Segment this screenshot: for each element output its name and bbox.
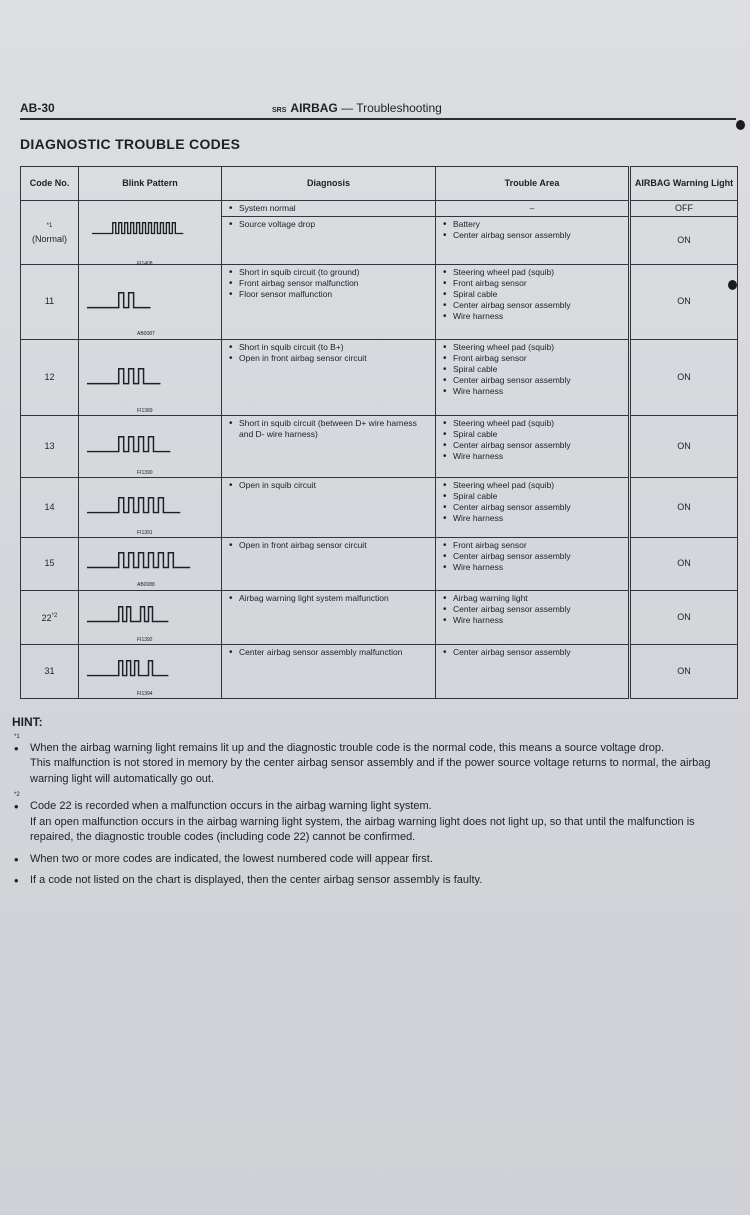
blink-waveform	[87, 498, 180, 513]
trouble-area-item: • Front airbag sensor	[440, 353, 624, 364]
trouble-area-item: • Spiral cable	[440, 289, 624, 300]
diagnosis-item: • Front airbag sensor malfunction	[226, 278, 431, 289]
hint-item: • If a code not listed on the chart is displayed, then the center airbag sensor assembly is faulty.	[12, 873, 734, 889]
code-cell	[21, 538, 79, 590]
code-value: 14	[44, 502, 55, 513]
footnote-mark: *1	[14, 733, 20, 740]
hint-item: • Code 22 is recorded when a malfunction occurs in the airbag warning light system.	[12, 799, 734, 815]
diagnosis-item: • Airbag warning light system malfunction	[226, 593, 431, 604]
code-value: (Normal)	[32, 233, 67, 244]
trouble-area-item: • Center airbag sensor assembly	[440, 300, 624, 311]
trouble-area-item: • Wire harness	[440, 513, 624, 524]
diagnosis-item: • Short in squib circuit (to ground)	[226, 267, 431, 278]
footnote-mark: *2	[51, 612, 58, 619]
code-cell	[21, 265, 79, 339]
code-value: 12	[44, 371, 55, 382]
srs-label: SRS	[272, 107, 287, 114]
code-value: 15	[44, 558, 55, 569]
diagnosis-item: • System normal	[226, 203, 431, 214]
warning-light-cell: ON	[630, 590, 738, 644]
binder-hole-mark	[736, 120, 745, 130]
trouble-area-cell	[436, 644, 630, 698]
diagnosis-item: • Open in squib circuit	[226, 480, 431, 491]
trouble-area-item: • Center airbag sensor assembly	[440, 230, 624, 241]
trouble-area-item: • Center airbag sensor assembly	[440, 440, 624, 451]
diagnosis-cell	[222, 415, 436, 477]
table-row	[21, 201, 738, 217]
header-main-title: AIRBAG	[290, 101, 338, 115]
code-cell	[21, 478, 79, 538]
trouble-area-item: • Spiral cable	[440, 491, 624, 502]
blink-pattern-graphic	[79, 265, 221, 338]
trouble-area-item: • Spiral cable	[440, 364, 624, 375]
document-title: DIAGNOSTIC TROUBLE CODES	[20, 136, 241, 152]
warning-light-cell: ON	[630, 538, 738, 590]
header-rule	[20, 118, 736, 120]
hint-item: • When two or more codes are indicated, the lowest numbered code will appear first.	[12, 852, 734, 868]
blink-waveform	[87, 661, 168, 676]
trouble-area-item: • Steering wheel pad (squib)	[440, 480, 624, 491]
figure-id: AB0087	[137, 331, 155, 338]
blink-waveform	[87, 606, 168, 621]
code-cell	[21, 590, 79, 644]
table-row	[21, 478, 738, 538]
blink-waveform	[87, 437, 170, 452]
diagnosis-item: • Floor sensor malfunction	[226, 289, 431, 300]
trouble-code-table	[20, 166, 738, 699]
blink-waveform	[87, 368, 160, 383]
table-row	[21, 265, 738, 339]
header-blink-pattern: Blink Pattern	[79, 167, 222, 201]
blink-pattern-cell	[79, 415, 222, 477]
code-cell	[21, 644, 79, 698]
header-title	[272, 101, 442, 115]
trouble-area-item: • Center airbag sensor assembly	[440, 375, 624, 386]
code-value: 22	[41, 612, 52, 623]
trouble-area-item: • Airbag warning light	[440, 593, 624, 604]
header-trouble-area: Trouble Area	[436, 167, 630, 201]
trouble-area-cell	[436, 265, 630, 339]
blink-waveform	[87, 293, 151, 308]
diagnosis-cell	[222, 201, 436, 217]
trouble-area-cell	[436, 590, 630, 644]
figure-id: FI1391	[137, 530, 153, 537]
header-diagnosis: Diagnosis	[222, 167, 436, 201]
header-warning-light: AIRBAG Warning Light	[630, 167, 738, 201]
diagnosis-item: • Source voltage drop	[226, 219, 431, 230]
diagnosis-item: • Short in squib circuit (between D+ wire harness and D- wire harness)	[226, 418, 431, 440]
header-code-no: Code No.	[21, 167, 79, 201]
figure-id: FI1394	[137, 690, 153, 697]
diagnosis-item: • Short in squib circuit (to B+)	[226, 342, 431, 353]
blink-pattern-cell	[79, 538, 222, 590]
figure-id: FI1389	[137, 407, 153, 414]
footnote-mark: *1	[46, 222, 53, 229]
trouble-area-cell	[436, 415, 630, 477]
diagnosis-cell	[222, 217, 436, 265]
trouble-area-item: • Spiral cable	[440, 429, 624, 440]
trouble-area-item: • Wire harness	[440, 311, 624, 322]
trouble-area-cell	[436, 478, 630, 538]
trouble-area-item: • Center airbag sensor assembly	[440, 604, 624, 615]
diagnosis-cell	[222, 339, 436, 415]
trouble-area-item: • Center airbag sensor assembly	[440, 502, 624, 513]
hint-title: HINT:	[12, 715, 43, 729]
code-cell	[21, 339, 79, 415]
warning-light-cell: ON	[630, 339, 738, 415]
hint-continuation: If an open malfunction occurs in the airbag warning light system, the airbag warning light does not light up, so that until the malfunction is repaired, the diagnostic trouble codes (including code 22) cannot be confirmed.	[30, 815, 695, 843]
blink-pattern-cell	[79, 478, 222, 538]
warning-light-cell: ON	[630, 644, 738, 698]
blink-pattern-cell	[79, 265, 222, 339]
blink-waveform	[87, 553, 190, 568]
code-value: 11	[44, 296, 55, 307]
trouble-area-item: • Wire harness	[440, 386, 624, 397]
diagnosis-cell	[222, 265, 436, 339]
figure-id: AB0088	[137, 582, 155, 589]
trouble-area-item: • Steering wheel pad (squib)	[440, 267, 624, 278]
trouble-area-cell: –	[436, 201, 630, 217]
diagnosis-item: • Open in front airbag sensor circuit	[226, 353, 431, 364]
figure-id: FI1392	[137, 636, 153, 643]
warning-light-cell: OFF	[630, 201, 738, 217]
trouble-area-item: • Front airbag sensor	[440, 540, 624, 551]
warning-light-cell: ON	[630, 265, 738, 339]
trouble-area-item: • Center airbag sensor assembly	[440, 551, 624, 562]
diagnosis-item: • Center airbag sensor assembly malfunction	[226, 647, 431, 658]
trouble-area-item: • Steering wheel pad (squib)	[440, 418, 624, 429]
trouble-area-cell	[436, 538, 630, 590]
table-row	[21, 644, 738, 698]
footnote-mark: *2	[14, 792, 20, 798]
trouble-area-item: • Wire harness	[440, 451, 624, 462]
diagnosis-cell	[222, 644, 436, 698]
trouble-area-cell	[436, 217, 630, 265]
code-cell	[21, 415, 79, 477]
trouble-area-item: • Center airbag sensor assembly	[440, 647, 624, 658]
code-value: 31	[44, 665, 55, 676]
diagnosis-cell	[222, 478, 436, 538]
table-row	[21, 538, 738, 590]
trouble-area-item: • Wire harness	[440, 562, 624, 573]
warning-light-cell: ON	[630, 478, 738, 538]
diagnosis-cell	[222, 590, 436, 644]
hint-continuation: This malfunction is not stored in memory by the center airbag sensor assembly and if the power source voltage returns to normal, the airbag warning light will automatically go out.	[30, 757, 711, 785]
diagnosis-item: • Open in front airbag sensor circuit	[226, 540, 431, 551]
blink-pattern-cell	[79, 590, 222, 644]
table-row	[21, 415, 738, 477]
warning-light-cell: ON	[630, 217, 738, 265]
blink-pattern-cell	[79, 339, 222, 415]
trouble-area-item: • Front airbag sensor	[440, 278, 624, 289]
trouble-area-cell	[436, 339, 630, 415]
blink-pattern-graphic	[79, 201, 221, 264]
blink-pattern-graphic	[79, 340, 221, 415]
trouble-area-item: • Wire harness	[440, 615, 624, 626]
diagnosis-cell	[222, 538, 436, 590]
table-row	[21, 339, 738, 415]
figure-id: FI1408	[137, 261, 153, 267]
blink-pattern-cell	[79, 201, 222, 265]
table-row	[21, 590, 738, 644]
warning-light-cell: ON	[630, 415, 738, 477]
hint-section	[12, 715, 734, 889]
code-cell	[21, 201, 79, 265]
figure-id: FI1390	[137, 469, 153, 476]
header-subtitle: — Troubleshooting	[341, 101, 442, 115]
page-number: AB-30	[20, 101, 55, 115]
code-value: 13	[44, 440, 55, 451]
hint-item: • When the airbag warning light remains lit up and the diagnostic trouble code is the normal code, this means a source voltage drop.	[12, 741, 734, 757]
blink-pattern-cell	[79, 644, 222, 698]
trouble-area-item: • Steering wheel pad (squib)	[440, 342, 624, 353]
trouble-area-item: • Battery	[440, 219, 624, 230]
